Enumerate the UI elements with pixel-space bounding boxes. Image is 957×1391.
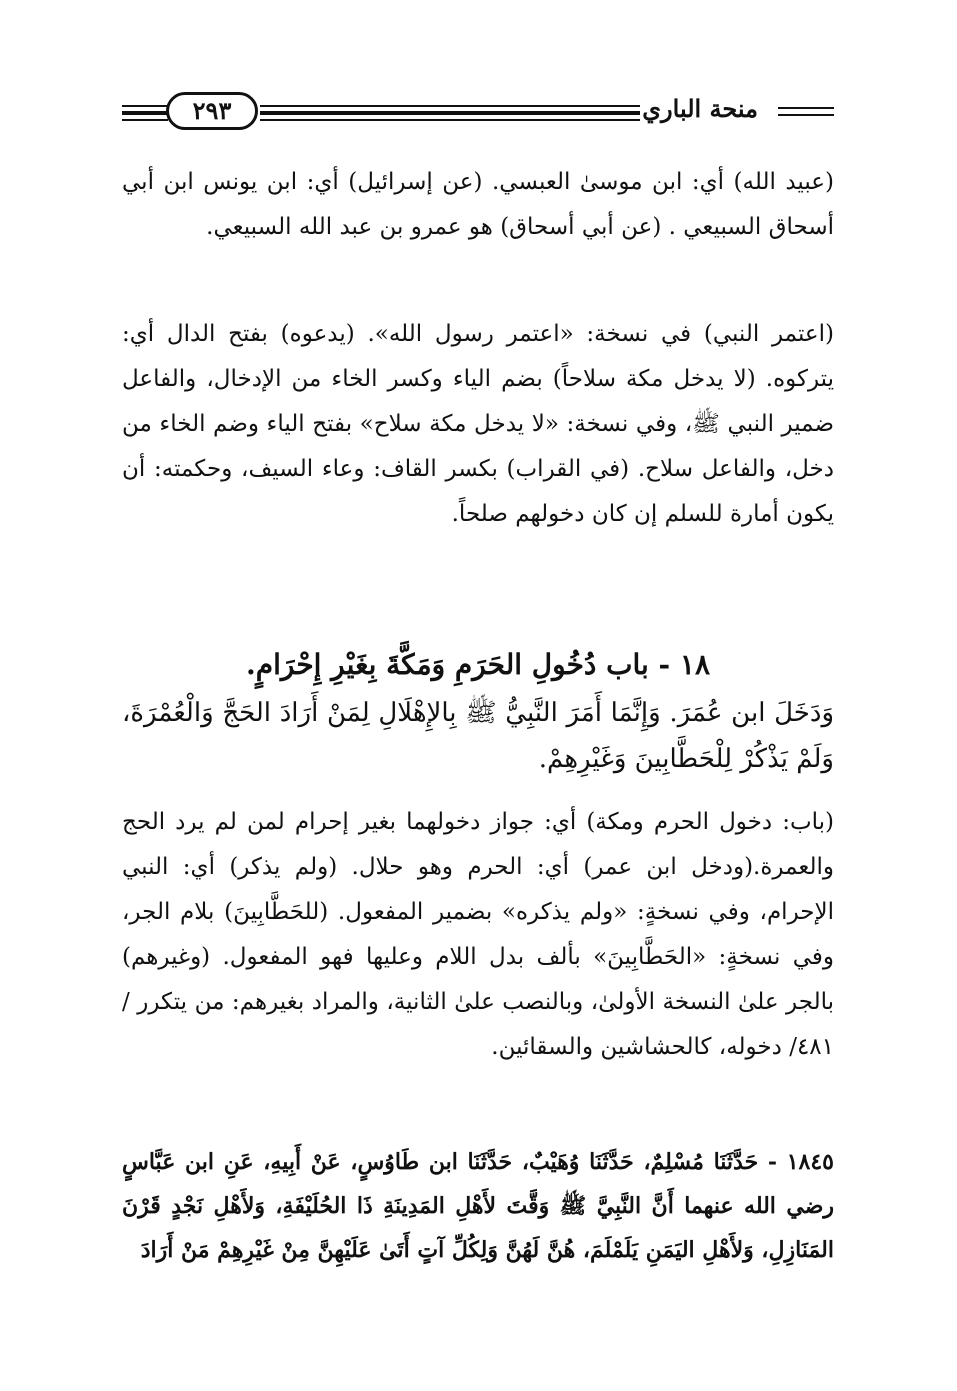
header-rule xyxy=(260,111,640,115)
header-rule xyxy=(122,119,168,121)
commentary-paragraph: (عبيد الله) أي: ابن موسىٰ العبسي. (عن إسرائيل) أي: ابن يونس ابن أبي أسحاق السبيعي . (عن أبي أسحاق) هو عمرو بن عبد الله السبيعي. xyxy=(122,169,834,240)
header-rule xyxy=(778,114,834,116)
header-rule xyxy=(122,105,168,107)
header-rule xyxy=(122,111,168,115)
commentary-paragraph: (اعتمر النبي) في نسخة: «اعتمر رسول الله». (يدعوه) بفتح الدال أي: يتركوه. (لا يدخل مكة سلاحاً) بضم الياء وكسر الخاء من الإدخال، والفاعل ضمير النبي ﷺ، وفي نسخة: «لا يدخل مكة سلاح» بفتح الياء وضم الخاء من دخل، والفاعل سلاح. (في القراب) بكسر القاف: وعاء السيف، وحكمته: أن يكون أمارة للسلم إن كان دخولهم صلحاً. xyxy=(122,321,834,527)
book-title: منحة الباري xyxy=(642,94,758,123)
header-rule xyxy=(260,119,640,121)
chapter-commentary: (باب: دخول الحرم ومكة) أي: جواز دخولهما بغير إحرام لمن لم يرد الحج والعمرة.(ودخل ابن عمر) أي: الحرم وهو حلال. (ولم يذكر) أي: النبي الإحرام، وفي نسخةٍ: «ولم يذكره» بضمير المفعول. (للحَطَّابِينَ) بلام الجر، وفي نسخةٍ: «الحَطَّابِينَ» بألف بدل اللام وعليها فهو المفعول. (وغيرهم) بالجر علىٰ النسخة الأولىٰ، وبالنصب علىٰ الثانية، والمراد بغيرهم: من يتكرر /٤٨١/ دخوله، كالحشاشين والسقائين. xyxy=(122,809,834,1060)
running-header xyxy=(122,92,834,134)
hadith-text: ١٨٤٥ - حَدَّثَنَا مُسْلِمٌ، حَدَّثَنَا وُهَيْبٌ، حَدَّثَنَا ابن طَاوُسٍ، عَنْ أَبِيهِ، عَنِ ابن عَبَّاسٍ رضي الله عنهما أَنَّ النَّبِيَّ ﷺ وَقَّتَ لأَهْلِ المَدِينَةِ ذَا الحُلَيْفَةِ، وَلأَهْلِ نَجْدٍ قَرْنَ المَنَازِلِ، وَلأَهْلِ اليَمَنِ يَلَمْلَمَ، هُنَّ لَهُنَّ وَلِكُلِّ آتٍ أَتَىٰ عَلَيْهِنَّ مِنْ غَيْرِهِمْ مَنْ أَرَادَ xyxy=(122,1149,834,1263)
page-number: ٢٩٣ xyxy=(166,92,258,130)
header-rule xyxy=(260,105,640,107)
header-rule xyxy=(778,107,834,109)
chapter-text: وَدَخَلَ ابن عُمَرَ. وَإِنَّمَا أَمَرَ النَّبِيُّ ﷺ بِالإِهْلَالِ لِمَنْ أَرَادَ الحَجَّ وَالْعُمْرَةَ، وَلَمْ يَذْكُرْ لِلْحَطَّابِينَ وَغَيْرِهِمْ. xyxy=(122,698,834,774)
chapter-heading: ١٨ - باب دُخُولِ الحَرَمِ وَمَكَّةَ بِغَيْرِ إِحْرَامٍ. xyxy=(246,648,710,681)
